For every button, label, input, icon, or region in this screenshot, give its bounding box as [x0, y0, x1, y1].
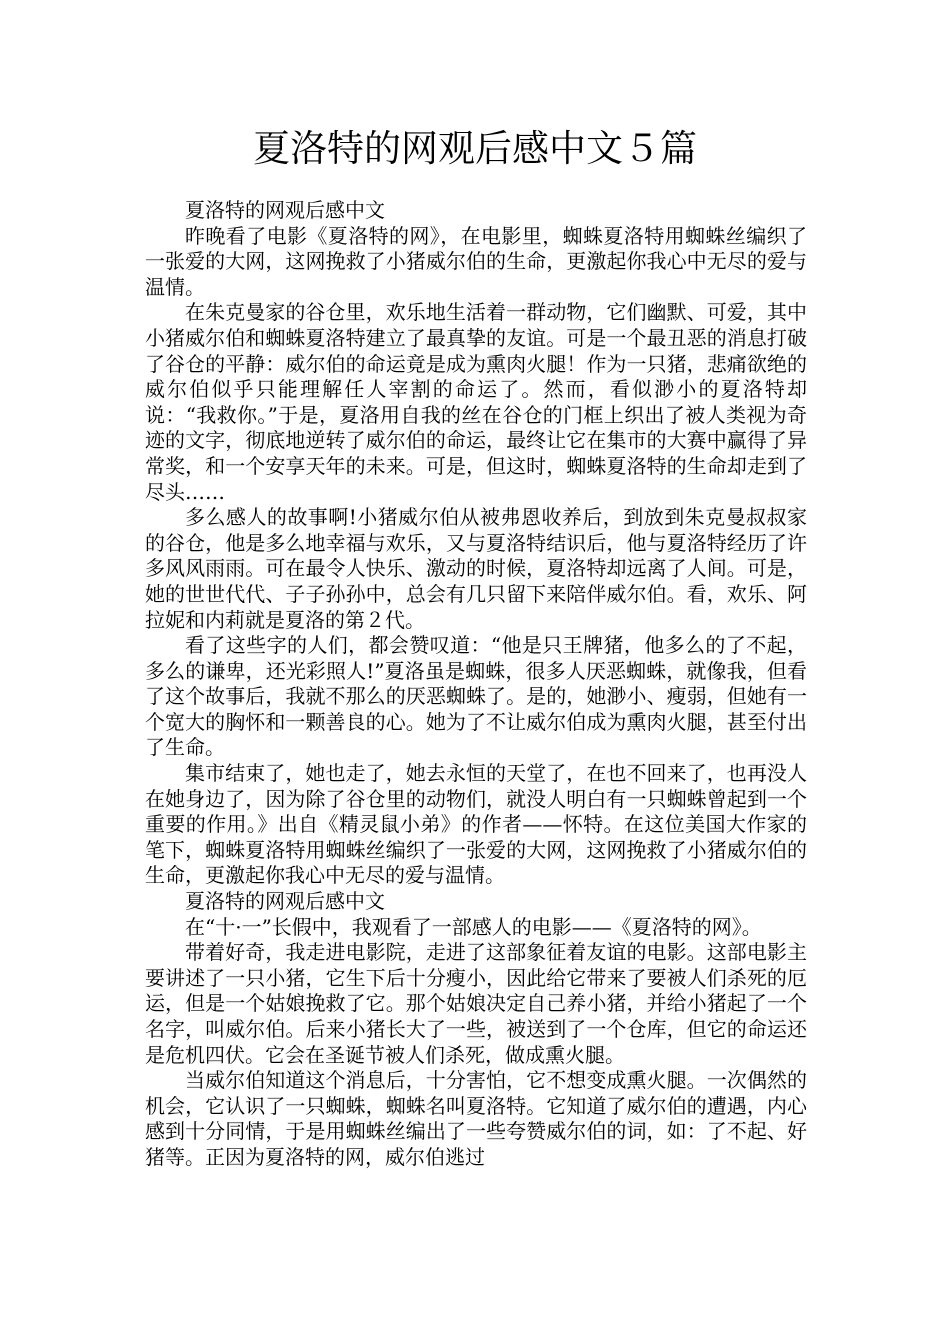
document-body	[145, 198, 807, 1171]
paragraph: 当威尔伯知道这个消息后，十分害怕，它不想变成熏火腿。一次偶然的机会，它认识了一只蜘蛛，蜘蛛名叫夏洛特。它知道了威尔伯的遭遇，内心感到十分同情，于是用蜘蛛丝编出了一些夸赞威尔伯的词，如：了不起、好猪等。正因为夏洛特的网，威尔伯逃过	[145, 1068, 807, 1169]
paragraph: 看了这些字的人们，都会赞叹道：“他是只王牌猪，他多么的了不起，多么的谦卑，还光彩照人!”夏洛虽是蜘蛛，很多人厌恶蜘蛛，就像我，但看了这个故事后，我就不那么的厌恶蜘蛛了。是的，她渺小、瘦弱，但她有一个宽大的胸怀和一颗善良的心。她为了不让威尔伯成为熏肉火腿，甚至付出了生命。	[145, 633, 807, 760]
paragraph: 带着好奇，我走进电影院，走进了这部象征着友谊的电影。这部电影主要讲述了一只小猪，它生下后十分瘦小，因此给它带来了要被人们杀死的厄运，但是一个姑娘挽救了它。那个姑娘决定自己养小猪，并给小猪起了一个名字，叫威尔伯。后来小猪长大了一些，被送到了一个仓库，但它的命运还是危机四伏。它会在圣诞节被人们杀死，做成熏火腿。	[145, 940, 807, 1067]
paragraph: 集市结束了，她也走了，她去永恒的天堂了，在也不回来了，也再没人在她身边了，因为除了谷仓里的动物们，就没人明白有一只蜘蛛曾起到一个重要的作用。》出自《精灵鼠小弟》的作者——怀特。在这位美国大作家的笔下，蜘蛛夏洛特用蜘蛛丝编织了一张爱的大网，这网挽救了小猪威尔伯的生命，更激起你我心中无尽的爱与温情。	[145, 761, 807, 888]
paragraph: 夏洛特的网观后感中文	[185, 889, 385, 914]
document-title: 夏洛特的网观后感中文５篇	[253, 127, 697, 170]
paragraph: 夏洛特的网观后感中文	[185, 198, 385, 222]
paragraph: 在朱克曼家的谷仓里，欢乐地生活着一群动物，它们幽默、可爱，其中小猪威尔伯和蜘蛛夏洛特建立了最真挚的友谊。可是一个最丑恶的消息打破了谷仓的平静：威尔伯的命运竟是成为熏肉火腿！作为一只猪，悲痛欲绝的威尔伯似乎只能理解任人宰割的命运了。然而，看似渺小的夏洛特却说：“我救你。”于是，夏洛用自我的丝在谷仓的门框上织出了被人类视为奇迹的文字，彻底地逆转了威尔伯的命运，最终让它在集市的大赛中赢得了异常奖，和一个安享天年的未来。可是，但这时，蜘蛛夏洛特的生命却走到了尽头……	[145, 300, 807, 504]
paragraph: 多么感人的故事啊!小猪威尔伯从被弗恩收养后，到放到朱克曼叔叔家的谷仓，他是多么地幸福与欢乐，又与夏洛特结识后，他与夏洛特经历了许多风风雨雨。可在最令人快乐、激动的时候，夏洛特却远离了人间。可是，她的世世代代、子子孙孙中，总会有几只留下来陪伴威尔伯。看，欢乐、阿拉妮和内莉就是夏洛的第２代。	[145, 505, 807, 632]
paragraph: 在“十·一”长假中，我观看了一部感人的电影——《夏洛特的网》。	[185, 914, 762, 939]
paragraph: 昨晚看了电影《夏洛特的网》，在电影里，蜘蛛夏洛特用蜘蛛丝编织了一张爱的大网，这网挽救了小猪威尔伯的生命，更激起你我心中无尽的爱与温情。	[145, 223, 807, 299]
